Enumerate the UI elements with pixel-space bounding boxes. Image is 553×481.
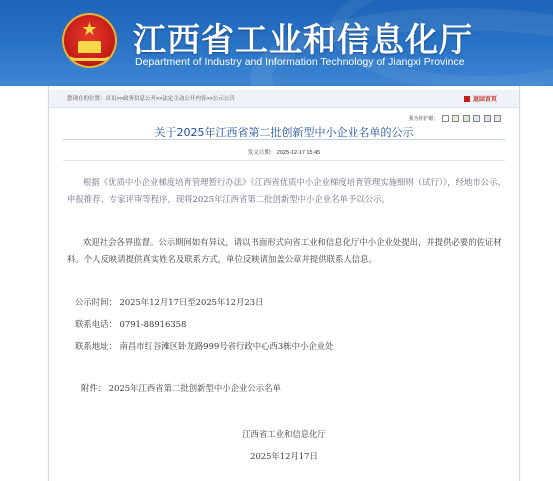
national-emblem-icon: ★ (62, 13, 117, 68)
theme-swatch-cream[interactable] (452, 115, 459, 122)
eye-care-switcher (409, 115, 501, 122)
site-header (0, 0, 553, 86)
attachment-link[interactable]: 附件： 2025年江西省第二批创新型中小企业公示名单 (81, 383, 281, 393)
article-container (48, 86, 520, 481)
theme-swatch-gray[interactable] (494, 115, 501, 122)
breadcrumb-separator: >> (155, 96, 163, 102)
theme-swatch-white[interactable] (442, 115, 449, 122)
breadcrumb (67, 94, 235, 102)
date-label: 发文日期： (247, 150, 276, 156)
breadcrumb-item-public-content[interactable]: 法定主动公开内容 (162, 96, 207, 102)
divider (63, 160, 505, 161)
divider (63, 139, 505, 140)
breadcrumb-separator: >> (116, 96, 123, 102)
article-title: 关于2025年江西省第二批创新型中小企业名单的公示 (154, 126, 414, 139)
theme-swatch-purple[interactable] (484, 115, 491, 122)
breadcrumb-separator: >> (206, 96, 213, 102)
publish-date (49, 148, 519, 156)
breadcrumb-item-gov-info[interactable]: 政务信息公开 (122, 96, 156, 102)
publicity-period: 公示时间： 2025年12月17日至2025年12月23日 (75, 297, 264, 307)
breadcrumb-bar (49, 90, 519, 108)
return-home-link[interactable] (464, 94, 497, 103)
contact-address: 联系地址： 南昌市红谷滩区卧龙路999号省行政中心西3栋中小企业处 (75, 341, 334, 351)
contact-phone: 联系电话： 0791-88916358 (75, 319, 187, 329)
article-paragraph: 根据《优质中小企业梯度培育管理暂行办法》《江西省优质中小企业梯度培育管理实施细则（试行）》，经地市公示、申报推荐、专家评审等程序，现将2025年江西省第二批创新型中小企业名单予以公示。 (67, 177, 506, 204)
breadcrumb-item-home[interactable]: 首页 (105, 96, 117, 102)
breadcrumb-prefix: 您现在的位置： (67, 96, 106, 102)
home-icon (464, 96, 470, 102)
site-subtitle: Department of Industry and Information Technology of Jiangxi Province (135, 56, 465, 68)
breadcrumb-item-announcements[interactable]: 公示公告 (212, 96, 235, 102)
signature-org: 江西省工业和信息化厅 (242, 429, 326, 439)
date-value: 2025-12-17 15:45 (276, 150, 321, 156)
return-home-label: 返回首页 (472, 97, 497, 103)
site-title: 江西省工业和信息化厅 (133, 20, 473, 59)
theme-swatch-blue[interactable] (473, 115, 480, 122)
signature-date: 2025年12月17日 (250, 451, 318, 461)
eye-care-label: 我为你护眼： (408, 116, 439, 122)
article-paragraph: 欢迎社会各界监督。公示期间如有异议，请以书面形式向省工业和信息化厅中小企业处提出，并提供必要的佐证材料。个人反映请提供真实姓名及联系方式，单位反映请加盖公章并提供联系人信息。 (67, 237, 502, 264)
theme-swatch-green[interactable] (463, 115, 470, 122)
